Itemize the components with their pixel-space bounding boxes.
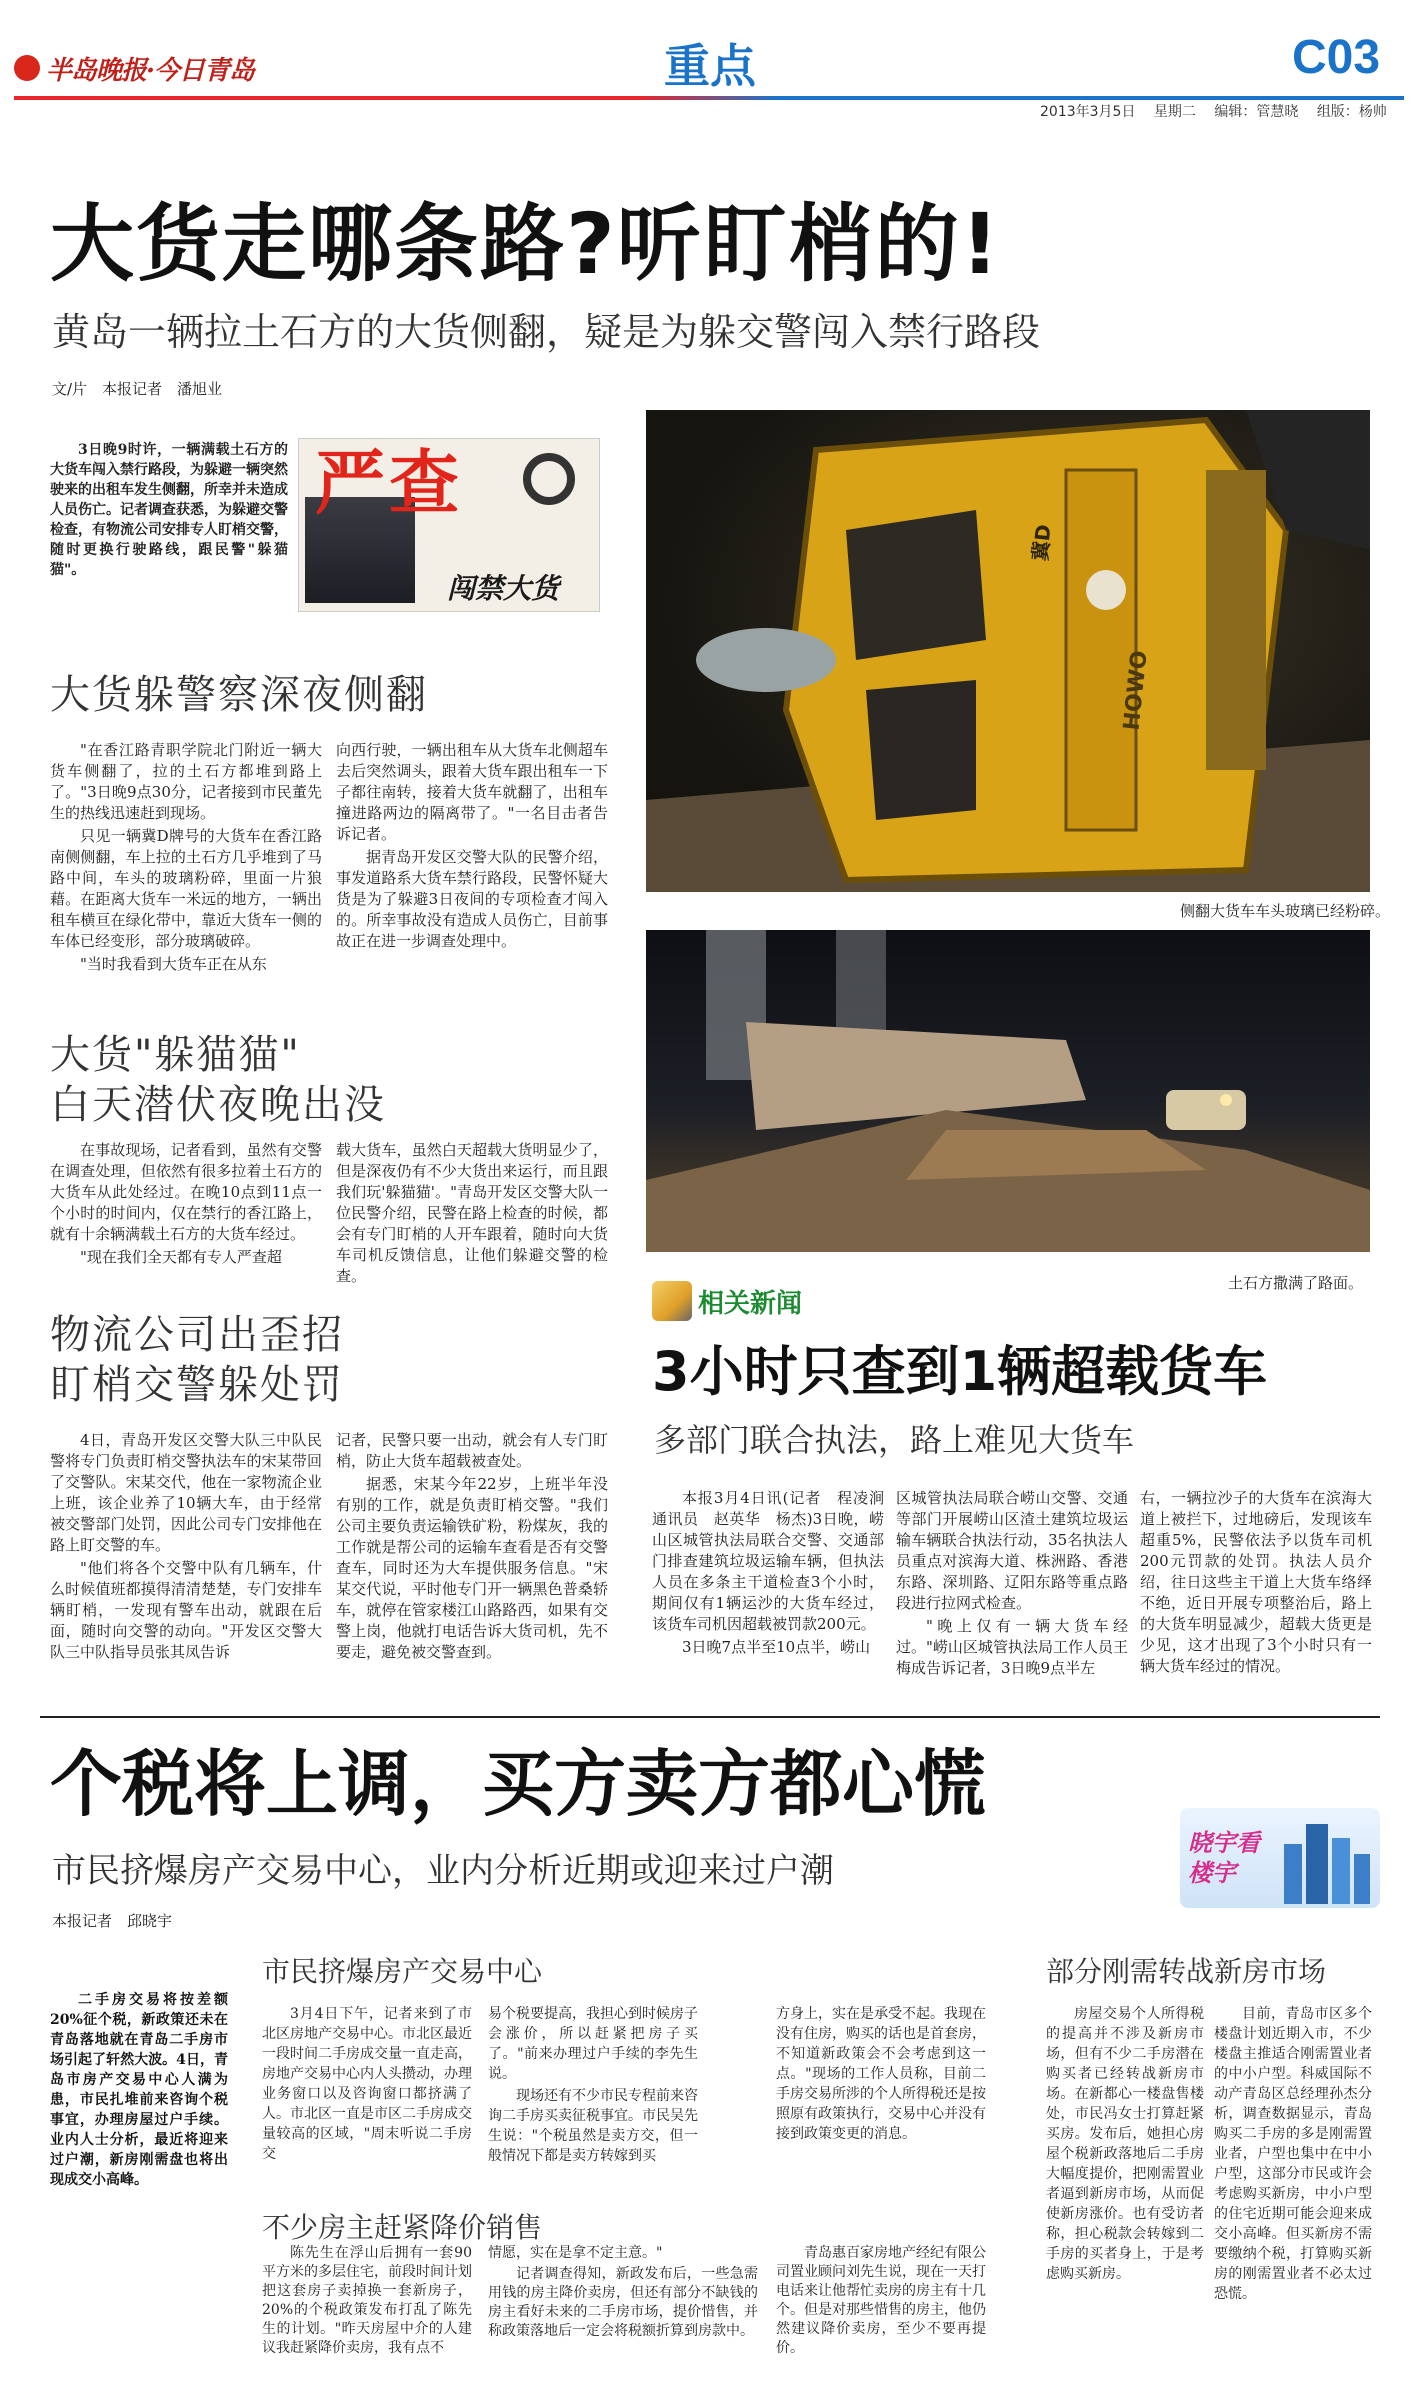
paragraph: 3日晚7点半至10点半，崂山 bbox=[682, 1638, 871, 1656]
story1-sec1-title: 大货躲警察深夜侧翻 bbox=[50, 672, 428, 718]
paragraph: 本报3月4日讯(记者 程凌涧 通讯员 赵英华 杨杰)3日晚，崂山区城管执法局联合交警、交通部门排查建筑垃圾运输车辆，但执法人员在多条主干道检查3个小时，期间仅有1辆运沙的大货车经过，该货车司机因超载被罚款200元。 bbox=[652, 1489, 900, 1633]
paragraph: 3月4日下午，记者来到了市北区房地产交易中心。市北区最近一段时间二手房成交量一直走高，房地产交易中心内人头攒动，办理业务窗口以及咨询窗口都挤满了人。市北区一直是市区二手房成交量较高的区域，"周末听说二手房交 bbox=[262, 2006, 472, 2162]
paragraph: 4日，青岛开发区交警大队三中队民警将专门负责盯梢交警执法车的宋某带回了交警队。宋某交代，他在一家物流企业上班，该企业养了10辆大车，由于经常被交警部门处罚，因此公司专门安排他在路上盯交警的车。 bbox=[50, 1431, 322, 1554]
story1-sec1-col1 bbox=[50, 740, 322, 977]
paragraph: 记者调查得知，新政发布后，一些急需用钱的房主降价卖房，但还有部分不缺钱的房主看好未来的二手房市场，提价惜售，并称政策落地后一定会将税额折算到房款中。 bbox=[488, 2266, 758, 2339]
skyline-icon bbox=[1276, 1814, 1376, 1904]
street-illustration bbox=[646, 930, 1370, 1252]
story2-col1 bbox=[652, 1488, 900, 1660]
story1-lead-text: 3日晚9时许，一辆满载土石方的大货车闯入禁行路段，为躲避一辆突然驶来的出租车发生侧翻，所幸并未造成人员伤亡。记者调查获悉，为躲避交警检查，有物流公司安排专人盯梢交警，随时更换行驶路线，跟民警"躲猫猫"。 bbox=[50, 442, 288, 578]
paragraph: "他们将各个交警中队有几辆车，什么时候值班都摸得清清楚楚，专门安排车辆盯梢，一发现有警车出动，就跟在后面，随时向交警的动向。"开发区交警大队三中队指导员张其凤告诉 bbox=[50, 1559, 322, 1661]
story1-subheadline: 黄岛一辆拉土石方的大货侧翻，疑是为躲交警闯入禁行路段 bbox=[52, 310, 1041, 354]
story1-sec1-col2 bbox=[336, 740, 608, 954]
masthead-info bbox=[1040, 101, 1387, 121]
related-label: 相关新闻 bbox=[698, 1288, 803, 1319]
logo-text: 半岛晚报·今日青岛 bbox=[46, 55, 255, 86]
story3-lead-text: 二手房交易将按差额20%征个税，新政策还未在青岛落地就在青岛二手房市场引起了轩然大波。4日，青岛市房产交易中心人满为患，市民扎堆前来咨询个税事宜，办理房屋过户手续。业内人士分析，最近将迎来过户潮，新房刚需盘也将出现成交小高峰。 bbox=[50, 1992, 228, 2188]
badge-title: 严查 bbox=[315, 442, 463, 524]
paragraph: 在事故现场，记者看到，虽然有交警在调查处理，但依然有很多拉着土石方的大货车从此处经过。在晚10点到11点一个小时的时间内，仅在禁行的香江路上，就有十余辆满载土石方的大货车经过。 bbox=[50, 1141, 322, 1243]
crackdown-badge bbox=[298, 438, 600, 612]
magnifier-icon bbox=[523, 453, 575, 505]
story1-sec2-col1 bbox=[50, 1140, 322, 1270]
section-title: 重点 bbox=[664, 39, 756, 93]
story2-col2 bbox=[896, 1488, 1128, 1681]
paragraph: 易个税要提高，我担心到时候房子会涨价，所以赶紧把房子买了。"前来办理过户手续的李先生说。 bbox=[488, 2006, 698, 2082]
issue-date: 2013年3月5日 bbox=[1040, 104, 1136, 120]
paragraph: 向西行驶，一辆出租车从大货车北侧超车去后突然调头，跟着大货车跟出租车一下子都往南转，接着大货车就翻了，出租车撞进路两边的隔离带了。"一名目击者告诉记者。 bbox=[336, 741, 608, 843]
story3-lead-box bbox=[50, 1990, 228, 2190]
paragraph: 陈先生在浮山后拥有一套90平方米的多层住宅，前段时间计划把这套房子卖掉换一套新房子，20%的个税政策发布打乱了陈先生的计划。"昨天房屋中介的人建议我赶紧降价卖房，我有点不 bbox=[262, 2245, 472, 2356]
photo1-caption: 侧翻大货车车头玻璃已经粉碎。 bbox=[1180, 902, 1391, 920]
photo2-caption: 土石方撒满了路面。 bbox=[1228, 1274, 1364, 1292]
paragraph: 右，一辆拉沙子的大货车在滨海大道上被拦下，过地磅后，发现该车超重5%，民警依法予以货车司机200元罚款的处罚。执法人员介绍，往日这些主干道上大货车络绎不绝，近日开展专项整治后，路上的大货车明显减少，超载大货更是少见，这才出现了3个小时只有一辆大货车经过的情况。 bbox=[1140, 1489, 1372, 1675]
section-divider bbox=[40, 1716, 1380, 1718]
photo-overturned-truck bbox=[646, 410, 1370, 892]
story3-sec2-title: 不少房主赶紧降价销售 bbox=[262, 2211, 543, 2244]
editor-credit: 编辑：管慧晓 bbox=[1214, 104, 1299, 120]
paragraph: 房屋交易个人所得税的提高并不涉及新房市场，但有不少二手房潜在购买者已经转战新房市场。在新都心一楼盘售楼处，市民冯女士打算赶紧买房。发布后，她担心房屋个税新政落地后二手房大幅度提价，把刚需置业者逼到新房市场，从而促使新房涨价。也有受访者称，担心税款会转嫁到二手房的买者身上，于是考虑购买新房。 bbox=[1046, 2006, 1204, 2282]
story3-sec1-title: 市民挤爆房产交易中心 bbox=[262, 1955, 543, 1988]
story1-sec2-col2 bbox=[336, 1140, 608, 1289]
truck-cab-text: HOWO bbox=[1119, 649, 1153, 732]
story1-headline: 大货走哪条路?听盯梢的! bbox=[50, 195, 1002, 293]
paragraph: 青岛惠百家房地产经纪有限公司置业顾问刘先生说，现在一天打电话来让他帮忙卖房的房主有十几个。但是对那些惜售的房主，他仍然建议降价卖房，至少不要再提价。 bbox=[776, 2245, 986, 2356]
paragraph: 记者，民警只要一出动，就会有人专门盯梢，防止大货车超载被查处。 bbox=[336, 1431, 608, 1470]
story1-lead bbox=[50, 440, 288, 582]
story1-sec3-col2 bbox=[336, 1430, 608, 1665]
masthead-rule bbox=[14, 96, 1404, 100]
story3-sec2-col1 bbox=[262, 2244, 472, 2360]
badge-subtitle: 闯禁大货 bbox=[447, 572, 560, 605]
story3-sec3-title: 部分刚需转战新房市场 bbox=[1046, 1955, 1327, 1988]
page-number: C03 bbox=[1292, 31, 1381, 84]
paragraph: 区城管执法局联合崂山交警、交通等部门开展崂山区渣土建筑垃圾运输车辆联合执法行动，35名执法人员重点对滨海大道、株洲路、香港东路、深圳路、辽阳东路等重点路段进行拉网式检查。 bbox=[896, 1489, 1128, 1612]
paragraph: 据悉，宋某今年22岁，上班半年没有别的工作，就是负责盯梢交警。"我们公司主要负责运输铁矿粉，粉煤灰，我的工作就是帮公司的运输车查看是否有交警查车，同时还为大车提供服务信息。"宋某交代说，平时他专门开一辆黑色普桑轿车，就停在管家楼江山路路西，如果有交警上岗，他就打电话告诉大货司机，先不要走，避免被交警查到。 bbox=[336, 1475, 608, 1661]
story3-sec3-col2 bbox=[1214, 2004, 1372, 2306]
photo-spilled-soil bbox=[646, 930, 1370, 1252]
story2-headline: 3小时只查到1辆超载货车 bbox=[652, 1340, 1268, 1403]
story2-col3 bbox=[1140, 1488, 1372, 1679]
issue-weekday: 星期二 bbox=[1153, 104, 1196, 120]
logo-icon bbox=[14, 55, 40, 81]
paragraph: "在香江路青职学院北门附近一辆大货车侧翻了，拉的土石方都堆到路上了。"3日晚9点30分，记者接到市民董先生的热线迅速赶到现场。 bbox=[50, 741, 322, 822]
story3-subheadline: 市民挤爆房产交易中心，业内分析近期或迎来过户潮 bbox=[52, 1851, 834, 1891]
story1-byline: 文/片 本报记者 潘旭业 bbox=[52, 380, 223, 398]
story3-sec3-col1 bbox=[1046, 2004, 1204, 2286]
truck-illustration bbox=[646, 410, 1370, 892]
story2-subheadline: 多部门联合执法，路上难见大货车 bbox=[654, 1421, 1135, 1459]
paragraph: 只见一辆冀D牌号的大货车在香江路南侧侧翻，车上拉的土石方几乎堆到了马路中间，车头的玻璃粉碎，里面一片狼藉。在距离大货车一米远的地方，一辆出租车横亘在绿化带中，靠近大货车一侧的车体已经变形，部分玻璃破碎。 bbox=[50, 827, 322, 950]
paragraph: 现场还有不少市民专程前来咨询二手房买卖征税事宜。市民吴先生说："个税虽然是卖方交，但一般情况下都是卖方转嫁到买 bbox=[488, 2088, 698, 2164]
layout-credit: 组版：杨帅 bbox=[1316, 104, 1387, 120]
story3-sec2-col3 bbox=[776, 2244, 986, 2360]
paragraph: 载大货车，虽然白天超载大货明显少了，但是深夜仍有不少大货出来运行，而且跟我们玩'躲猫猫'。"青岛开发区交警大队一位民警介绍，民警在路上检查的时候，都会有专门盯梢的人开车跟着，随时向大货车司机反馈信息，让他们躲避交警的检查。 bbox=[336, 1141, 608, 1285]
pencil-icon bbox=[652, 1281, 692, 1321]
story1-sec3-title: 物流公司出歪招 盯梢交警躲处罚 bbox=[50, 1312, 344, 1408]
column-badge bbox=[1180, 1808, 1380, 1908]
newspaper-logo bbox=[14, 48, 274, 88]
paragraph: "晚上仅有一辆大货车经过。"崂山区城管执法局工作人员王梅成告诉记者，3日晚9点半左 bbox=[896, 1617, 1128, 1677]
related-news-tag bbox=[652, 1278, 882, 1324]
story3-sec2-col2 bbox=[488, 2244, 758, 2343]
story1-sec2-title: 大货"躲猫猫" 白天潜伏夜晚出没 bbox=[50, 1032, 386, 1128]
story3-sec1-col3 bbox=[776, 2004, 986, 2146]
story3-headline: 个税将上调，买方卖方都心慌 bbox=[50, 1742, 987, 1826]
paragraph: 方身上，实在是承受不起。我现在没有住房，购买的话也是首套房，不知道新政策会不会考虑到这一点。"现场的工作人员称，目前二手房交易所涉的个人所得税还是按照原有政策执行，交易中心并没有接到政策变更的消息。 bbox=[776, 2006, 986, 2142]
story3-sec1-col1 bbox=[262, 2004, 472, 2166]
paragraph: "当时我看到大货车正在从东 bbox=[80, 955, 267, 973]
story1-sec3-col1 bbox=[50, 1430, 322, 1665]
paragraph: 据青岛开发区交警大队的民警介绍，事发道路系大货车禁行路段，民警怀疑大货是为了躲避3日夜间的专项检查才闯入的。所幸事故没有造成人员伤亡，目前事故正在进一步调查处理中。 bbox=[336, 848, 608, 950]
story3-sec1-col2 bbox=[488, 2004, 698, 2168]
paragraph: 目前，青岛市区多个楼盘计划近期入市，不少楼盘主推适合刚需置业者的中小户型。科威国际不动产青岛区总经理孙杰分析，调查数据显示，青岛购买二手房的多是刚需置业者，户型也集中在中小户型，这部分市民或许会考虑购买新房，中小户型的住宅近期可能会迎来成交小高峰。但买新房不需要缴纳个税，打算购买新房的刚需置业者不必太过恐慌。 bbox=[1214, 2006, 1372, 2302]
paragraph: 情愿，实在是拿不定主意。" bbox=[488, 2245, 663, 2261]
paragraph: "现在我们全天都有专人严查超 bbox=[80, 1248, 282, 1266]
column-badge-text: 晓宇看楼宇 bbox=[1188, 1829, 1260, 1887]
truck-plate-text: 冀D bbox=[1027, 523, 1056, 563]
story3-byline: 本报记者 邱晓宇 bbox=[52, 1912, 173, 1930]
masthead bbox=[0, 0, 1417, 122]
